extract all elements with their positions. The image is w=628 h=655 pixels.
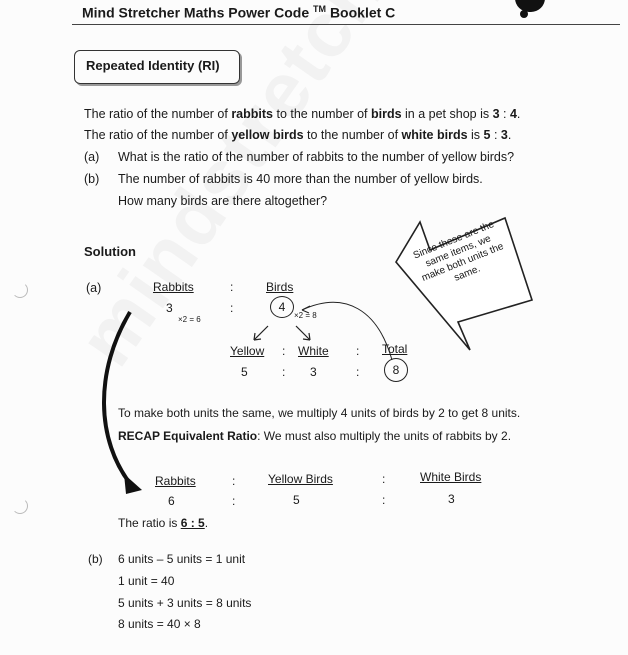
yellow-value: 5 bbox=[241, 365, 248, 379]
table-sep: : bbox=[382, 472, 386, 486]
callout-text: Since these are the same items, we make both units the same. bbox=[411, 219, 506, 284]
header-title: Mind Stretcher Maths Power Code bbox=[82, 4, 310, 21]
rabbits-curve-arrow bbox=[104, 312, 132, 486]
colon: : bbox=[282, 344, 286, 358]
header-tm: TM bbox=[313, 4, 327, 14]
colon: : bbox=[282, 365, 286, 379]
header-booklet: Booklet C bbox=[329, 4, 396, 21]
table-value-yellow: 5 bbox=[293, 493, 300, 507]
rabbits-multiplier: ×2 = 6 bbox=[178, 315, 201, 324]
solution-heading: Solution bbox=[84, 244, 136, 259]
table-header-yellow: Yellow Birds bbox=[268, 472, 333, 486]
table-sep: : bbox=[232, 474, 236, 488]
solution-b-label: (b) bbox=[88, 552, 103, 566]
table-value-white: 3 bbox=[448, 492, 455, 506]
recap-line: RECAP Equivalent Ratio: We must also multiply the units of rabbits by 2. bbox=[118, 429, 512, 443]
total-header: Total bbox=[382, 342, 408, 356]
arrow-to-yellow bbox=[254, 326, 268, 340]
arrow-to-white bbox=[296, 326, 310, 340]
solution-a-label: (a) bbox=[86, 281, 102, 295]
solution-b-line: 5 units + 3 units = 8 units bbox=[118, 596, 252, 610]
rabbits-curve-arrowhead bbox=[124, 474, 142, 494]
birds-multiplier: ×2 = 8 bbox=[294, 311, 317, 320]
table-sep: : bbox=[232, 494, 236, 508]
table-value-rabbits: 6 bbox=[168, 494, 175, 508]
question-line-1: The ratio of the number of rabbits to the number of birds in a pet shop is 3 : 4. bbox=[84, 107, 521, 121]
rabbits-value: 3 bbox=[166, 301, 173, 315]
rabbits-header: Rabbits bbox=[153, 280, 194, 294]
yellow-header: Yellow bbox=[230, 344, 265, 358]
table-header-white: White Birds bbox=[420, 470, 482, 484]
table-sep: : bbox=[382, 493, 386, 507]
total-value-circle: 8 bbox=[384, 358, 408, 382]
solution-b-line: 6 units – 5 units = 1 unit bbox=[118, 552, 246, 566]
colon: : bbox=[230, 280, 234, 294]
explanation-line: To make both units the same, we multiply 4 units of birds by 2 to get 8 units. bbox=[118, 406, 521, 420]
section-title: Repeated Identity (RI) bbox=[86, 58, 220, 73]
question-b-text-1: The number of rabbits is 40 more than the number of yellow birds. bbox=[118, 172, 483, 186]
question-a-label: (a) bbox=[84, 150, 100, 164]
table-header-rabbits: Rabbits bbox=[155, 474, 196, 488]
white-value: 3 bbox=[310, 365, 317, 379]
white-header: White bbox=[298, 344, 329, 358]
solution-b-line: 8 units = 40 × 8 bbox=[118, 617, 201, 631]
question-b-text-2: How many birds are there altogether? bbox=[118, 194, 328, 208]
colon: : bbox=[356, 365, 360, 379]
question-b-label: (b) bbox=[84, 172, 100, 186]
colon: : bbox=[356, 344, 360, 358]
ratio-answer: The ratio is 6 : 5. bbox=[118, 516, 209, 530]
birds-header: Birds bbox=[266, 280, 294, 294]
solution-b-line: 1 unit = 40 bbox=[118, 574, 175, 588]
question-a-text: What is the ratio of the number of rabbits to the number of yellow birds? bbox=[118, 150, 515, 164]
birds-value-circle: 4 bbox=[270, 296, 294, 318]
question-line-2: The ratio of the number of yellow birds to the number of white birds is 5 : 3. bbox=[84, 128, 512, 142]
colon: : bbox=[230, 301, 234, 315]
